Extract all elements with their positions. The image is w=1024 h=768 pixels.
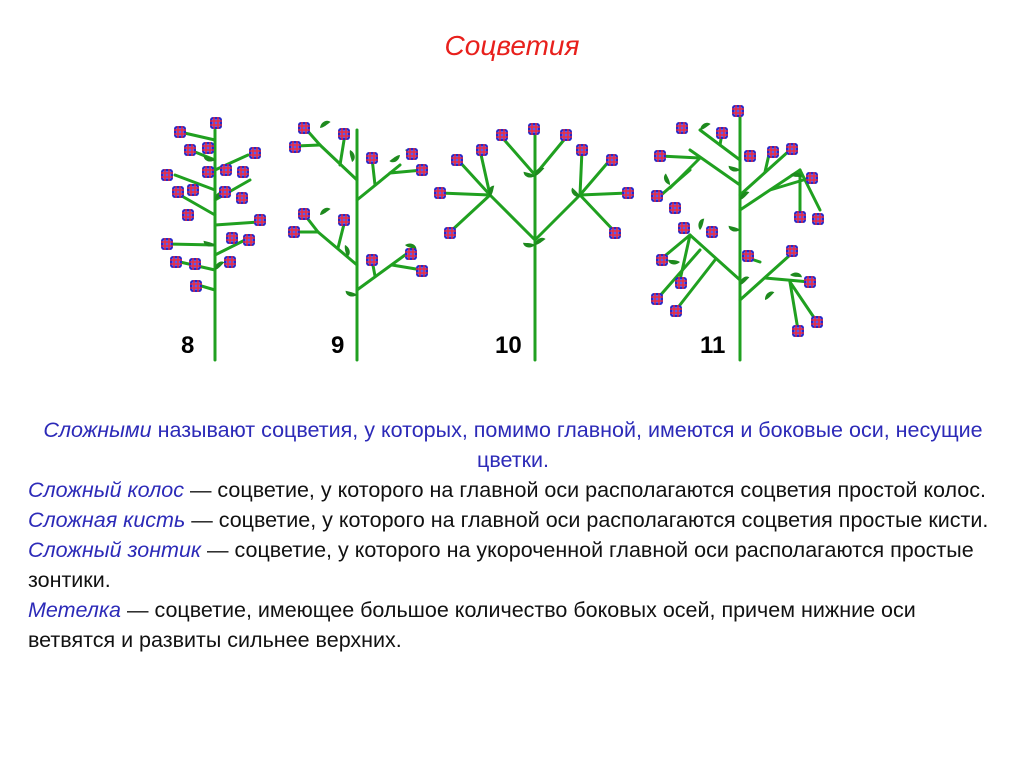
definition-text: — соцветие, имеющее большое количество боковых осей, причем нижние оси ветвятся и развиты сильнее верхних. xyxy=(28,598,916,652)
definitions-text xyxy=(28,415,998,655)
slide-title: Соцветия xyxy=(444,30,580,61)
intro-term: Сложными xyxy=(43,418,152,442)
definition-text: — соцветие, у которого на главной оси располагаются соцветия простой колос. xyxy=(183,478,986,502)
figure-9-complex-raceme xyxy=(288,119,428,360)
figure-label-9: 9 xyxy=(331,332,345,359)
figure-label-10: 10 xyxy=(495,332,522,359)
inflorescence-diagram xyxy=(0,95,1024,385)
figure-10-complex-umbel xyxy=(434,123,634,360)
definition-complex-raceme xyxy=(28,505,998,535)
intro-paragraph xyxy=(28,415,998,475)
figure-label-8: 8 xyxy=(181,332,195,359)
definition-term: Сложный зонтик xyxy=(28,538,202,562)
definition-complex-umbel xyxy=(28,535,998,595)
figure-label-11: 11 xyxy=(700,332,726,359)
definition-text: — соцветие, у которого на главной оси располагаются соцветия простые кисти. xyxy=(185,508,989,532)
definition-complex-spike xyxy=(28,475,998,505)
definition-term: Сложный колос xyxy=(28,478,184,502)
definition-term: Сложная кисть xyxy=(28,508,186,532)
figure-11-panicle xyxy=(651,105,824,360)
intro-text: называют соцветия, у которых, помимо главной, имеются и боковые оси, несущие цветки. xyxy=(151,418,983,472)
definition-panicle xyxy=(28,595,998,655)
figure-8-complex-spike xyxy=(161,117,266,360)
definition-text: — соцветие, у которого на укороченной главной оси располагаются простые зонтики. xyxy=(28,538,974,592)
definition-term: Метелка xyxy=(28,598,122,622)
